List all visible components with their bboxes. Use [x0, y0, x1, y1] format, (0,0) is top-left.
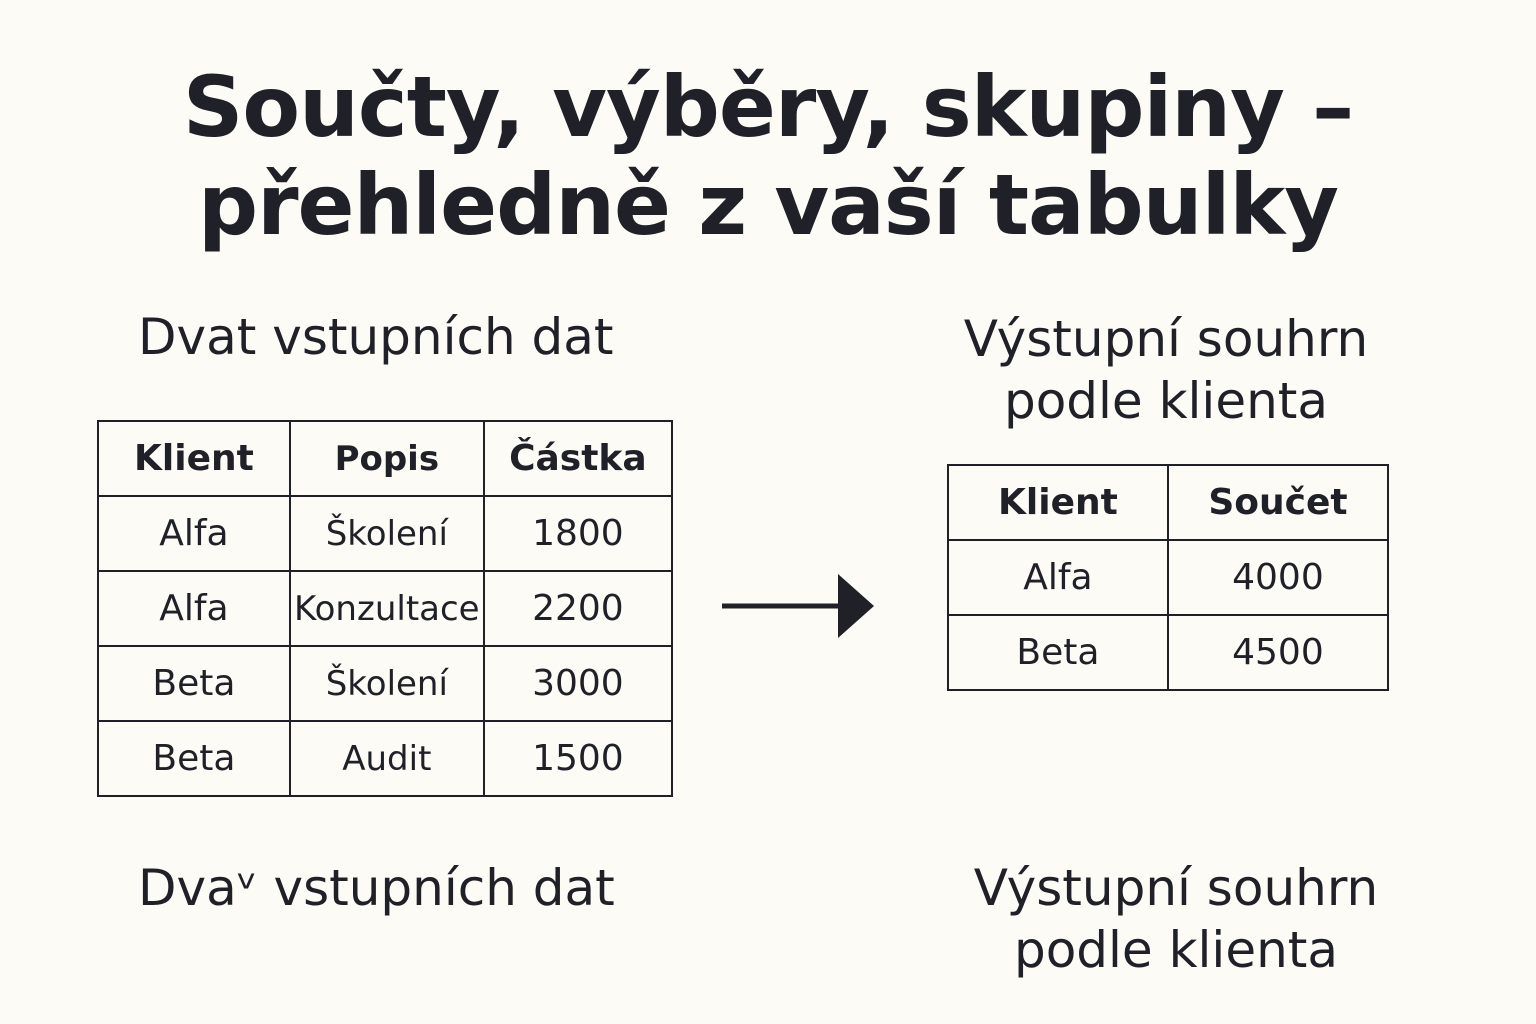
input-cell-klient: Beta	[98, 721, 290, 796]
table-row	[948, 540, 1388, 615]
input-table-header-row	[98, 421, 672, 496]
input-heading-bottom: Dvaᵛ vstupních dat	[138, 859, 615, 917]
output-heading-top-line-2: podle klienta	[1003, 372, 1329, 430]
input-cell-castka: 1500	[484, 721, 672, 796]
page-title	[0, 58, 1536, 254]
input-header-popis: Popis	[290, 421, 484, 496]
output-cell-soucet: 4000	[1168, 540, 1388, 615]
output-table	[947, 464, 1389, 691]
input-cell-castka: 2200	[484, 571, 672, 646]
arrow-head	[838, 574, 874, 638]
output-cell-klient: Alfa	[948, 540, 1168, 615]
table-row	[98, 646, 672, 721]
table-row	[98, 721, 672, 796]
input-cell-klient: Alfa	[98, 571, 290, 646]
input-cell-klient: Beta	[98, 646, 290, 721]
table-row	[98, 571, 672, 646]
output-heading-bottom-line-1: Výstupní souhrn	[973, 859, 1379, 917]
arrow-right-icon	[720, 572, 880, 642]
input-header-castka: Částka	[484, 421, 672, 496]
input-cell-castka: 3000	[484, 646, 672, 721]
input-cell-klient: Alfa	[98, 496, 290, 571]
output-header-soucet: Součet	[1168, 465, 1388, 540]
input-cell-popis: Audit	[290, 721, 484, 796]
title-line-2: přehledně z vaší tabulky	[197, 156, 1339, 254]
output-header-klient: Klient	[948, 465, 1168, 540]
table-row	[948, 615, 1388, 690]
input-header-klient: Klient	[98, 421, 290, 496]
input-cell-popis: Školení	[290, 496, 484, 571]
output-cell-klient: Beta	[948, 615, 1168, 690]
output-heading-bottom	[950, 857, 1402, 981]
input-cell-popis: Konzultace	[290, 571, 484, 646]
input-table	[97, 420, 673, 797]
output-table-header-row	[948, 465, 1388, 540]
output-heading-bottom-line-2: podle klienta	[1013, 921, 1339, 979]
input-cell-popis: Školení	[290, 646, 484, 721]
title-line-1: Součty, výběry, skupiny –	[182, 58, 1354, 156]
input-cell-castka: 1800	[484, 496, 672, 571]
output-heading-top	[940, 308, 1392, 432]
output-cell-soucet: 4500	[1168, 615, 1388, 690]
table-row	[98, 496, 672, 571]
output-heading-top-line-1: Výstupní souhrn	[963, 310, 1369, 368]
input-heading-top: Dvat vstupních dat	[138, 308, 614, 366]
